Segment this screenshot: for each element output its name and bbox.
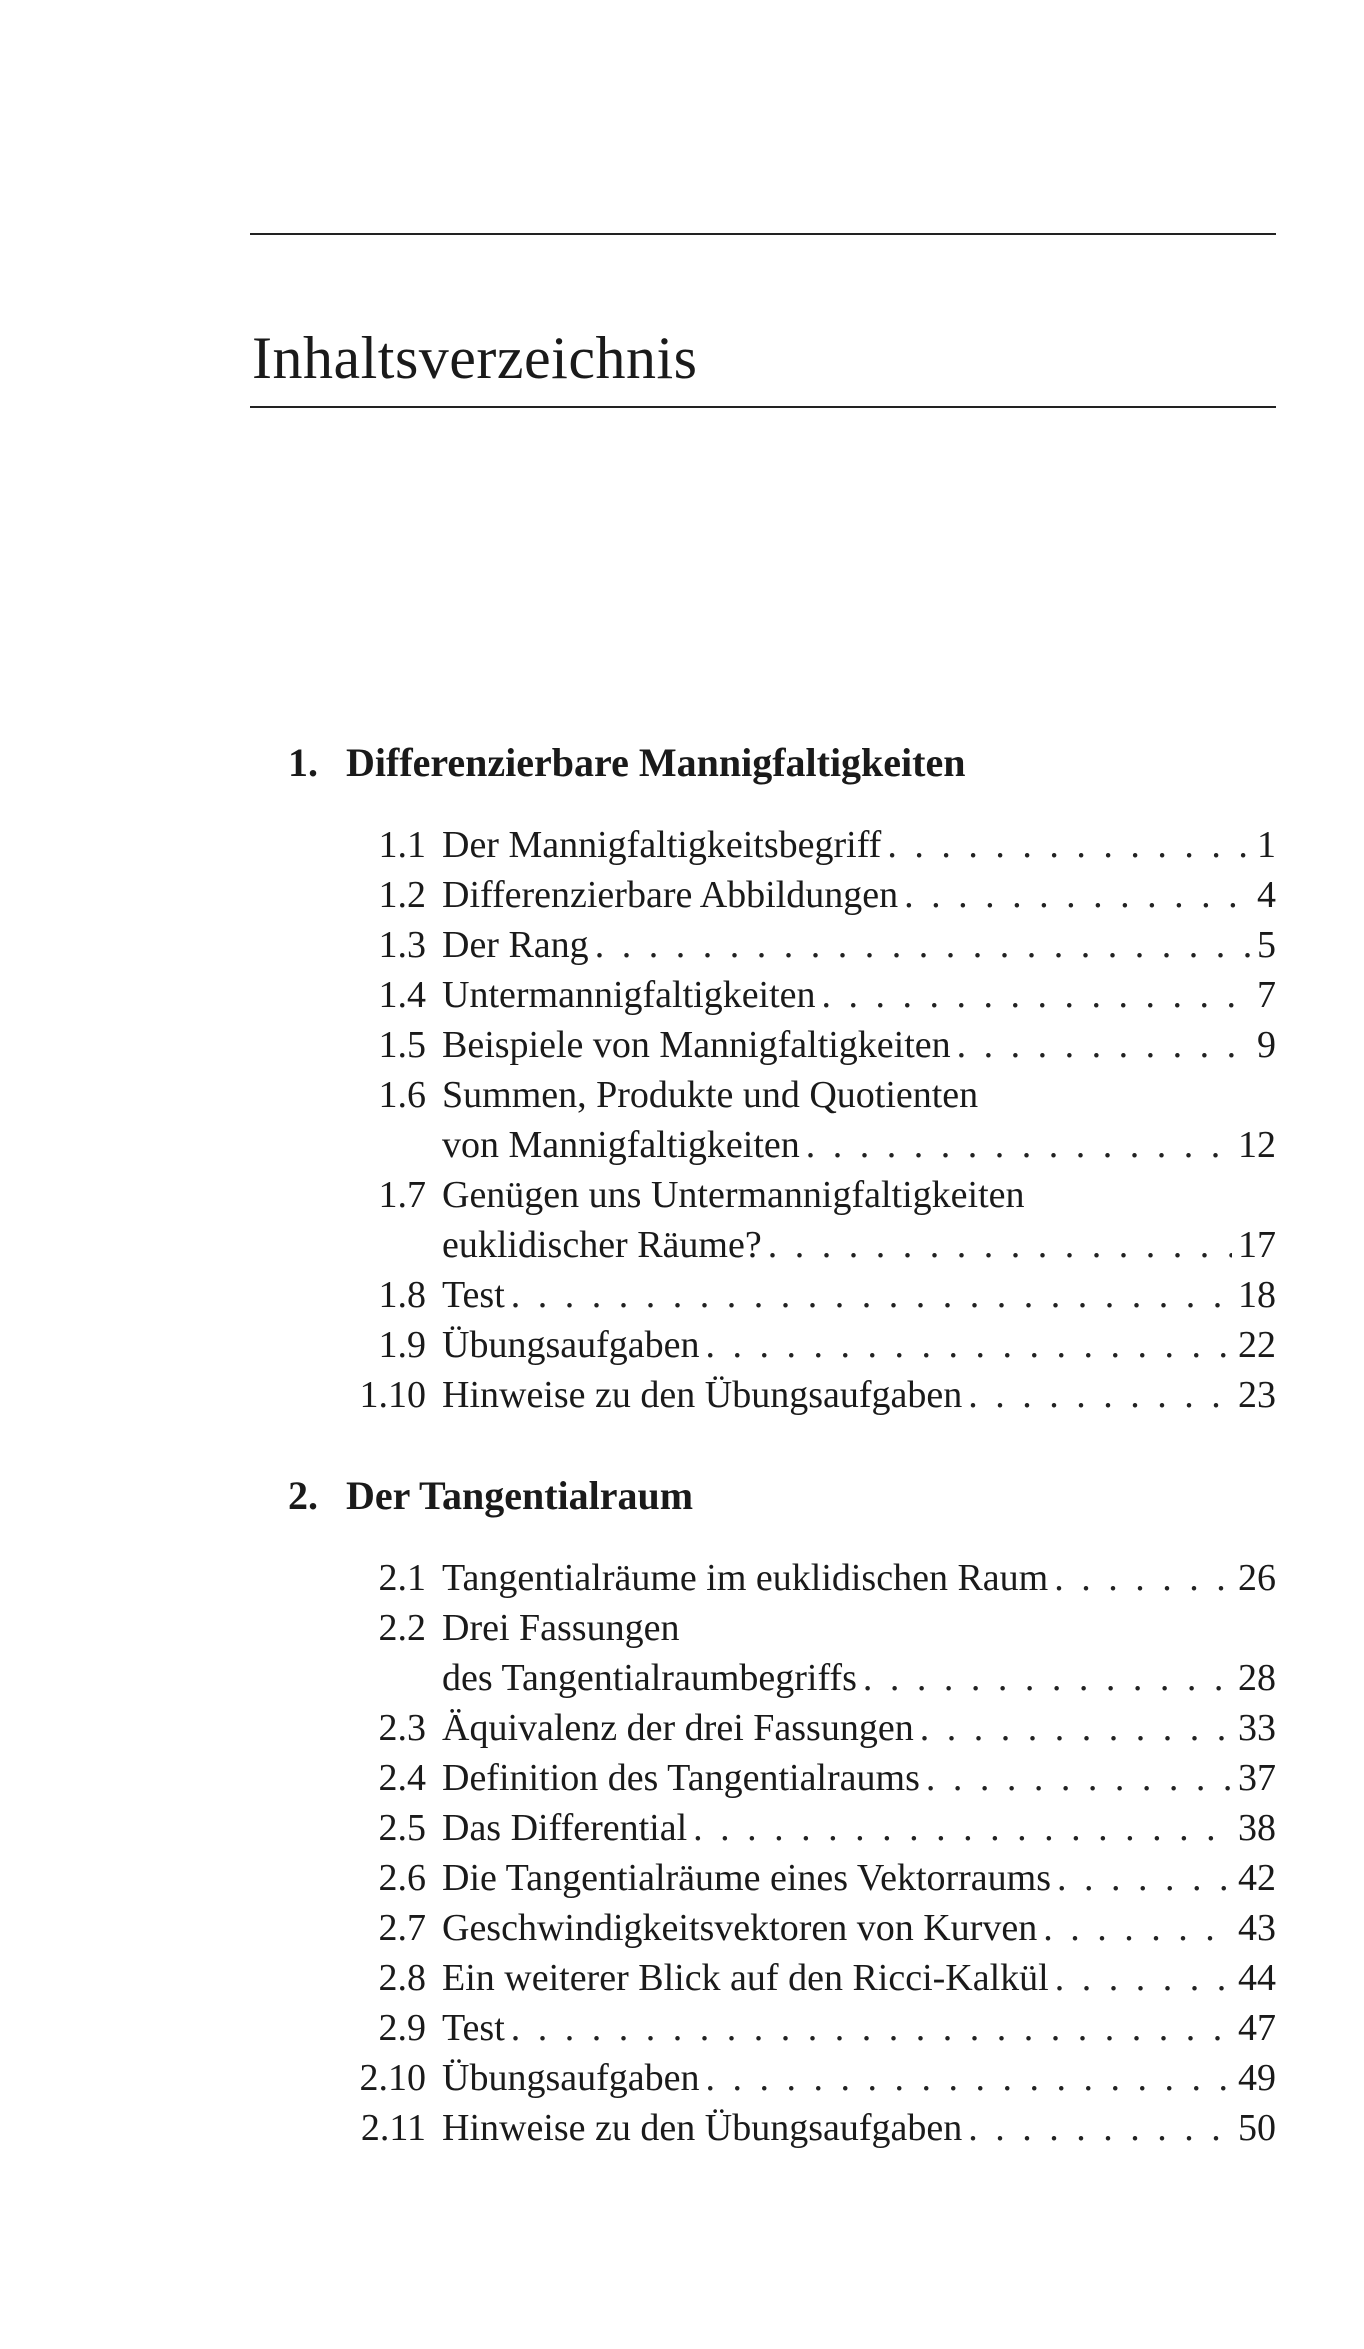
page-number: 38 <box>1238 1807 1276 1849</box>
section-number: 2.6 <box>378 1857 426 1899</box>
section-number: 1.10 <box>359 1374 426 1416</box>
section-title: Hinweise zu den Übungsaufgaben <box>442 2107 963 2149</box>
dot-leader <box>1055 1953 1232 2003</box>
section-title: Genügen uns Untermannigfaltigkeiten <box>442 1174 1025 1216</box>
page-number: 44 <box>1238 1957 1276 1999</box>
section-title: Übungsaufgaben <box>442 1324 700 1366</box>
page-number: 18 <box>1238 1274 1276 1316</box>
section-number: 1.8 <box>378 1274 426 1316</box>
section-title: Geschwindigkeitsvektoren von Kurven <box>442 1907 1038 1949</box>
section-title: von Mannigfaltigkeiten <box>442 1124 800 1166</box>
section-title: Der Rang <box>442 924 589 966</box>
toc-entry[interactable] <box>330 820 1276 870</box>
section-title: Das Differential <box>442 1807 688 1849</box>
section-title: Drei Fassungen <box>442 1607 680 1649</box>
page-number: 37 <box>1238 1757 1276 1799</box>
dot-leader <box>822 970 1251 1020</box>
section-title: Definition des Tangentialraums <box>442 1757 920 1799</box>
page-number: 43 <box>1238 1907 1276 1949</box>
section-title: Hinweise zu den Übungsaufgaben <box>442 1374 963 1416</box>
dot-leader <box>705 2053 1232 2103</box>
top-rule <box>250 233 1276 235</box>
page-number: 47 <box>1238 2007 1276 2049</box>
toc-entry[interactable] <box>330 2053 1276 2103</box>
section-number: 1.4 <box>378 974 426 1016</box>
section-title: Der Mannigfaltigkeitsbegriff <box>442 824 882 866</box>
section-title: Tangentialräume im euklidischen Raum <box>442 1557 1049 1599</box>
toc-entry[interactable] <box>330 1070 1276 1170</box>
section-number: 2.2 <box>378 1607 426 1649</box>
section-title: Summen, Produkte und Quotienten <box>442 1074 979 1116</box>
section-number: 2.8 <box>378 1957 426 1999</box>
section-title: Die Tangentialräume eines Vektorraums <box>442 1857 1052 1899</box>
page-number: 23 <box>1238 1374 1276 1416</box>
toc-entry[interactable] <box>330 970 1276 1020</box>
page-number: 33 <box>1238 1707 1276 1749</box>
section-title: Untermannigfaltigkeiten <box>442 974 816 1016</box>
toc-entry[interactable] <box>330 1853 1276 1903</box>
dot-leader <box>1043 1903 1232 1953</box>
chapter-number: 1. <box>288 740 318 785</box>
page-number: 5 <box>1257 924 1276 966</box>
toc-entry[interactable] <box>330 1170 1276 1270</box>
dot-leader <box>1054 1553 1232 1603</box>
chapter-number: 2. <box>288 1473 318 1518</box>
page-number: 22 <box>1238 1324 1276 1366</box>
section-number: 2.1 <box>378 1557 426 1599</box>
dot-leader <box>595 920 1251 970</box>
toc-entry[interactable] <box>330 1270 1276 1320</box>
toc-entry[interactable] <box>330 1603 1276 1703</box>
dot-leader <box>768 1220 1232 1270</box>
section-number: 1.6 <box>378 1074 426 1116</box>
page-number: 12 <box>1238 1124 1276 1166</box>
dot-leader <box>968 2103 1232 2153</box>
dot-leader <box>904 870 1251 920</box>
section-title: Beispiele von Mannigfaltigkeiten <box>442 1024 951 1066</box>
section-title: Test <box>442 2007 505 2049</box>
title-underline-rule <box>250 406 1276 408</box>
section-number: 2.9 <box>378 2007 426 2049</box>
section-number: 2.3 <box>378 1707 426 1749</box>
chapter-heading[interactable] <box>288 1466 693 1526</box>
section-title: des Tangentialraumbegriffs <box>442 1657 857 1699</box>
toc-entry[interactable] <box>330 1020 1276 1070</box>
page-number: 17 <box>1238 1224 1276 1266</box>
toc-entry[interactable] <box>330 1803 1276 1853</box>
toc-entry[interactable] <box>330 870 1276 920</box>
section-number: 1.2 <box>378 874 426 916</box>
dot-leader <box>705 1320 1232 1370</box>
section-number: 1.3 <box>378 924 426 966</box>
section-number: 2.7 <box>378 1907 426 1949</box>
toc-entry[interactable] <box>330 1553 1276 1603</box>
section-number: 1.9 <box>378 1324 426 1366</box>
dot-leader <box>887 820 1251 870</box>
page-number: 4 <box>1257 874 1276 916</box>
page-number: 49 <box>1238 2057 1276 2099</box>
page-title: Inhaltsverzeichnis <box>252 325 698 391</box>
chapter-title: Der Tangentialraum <box>346 1473 694 1518</box>
section-number: 2.11 <box>360 2107 426 2149</box>
dot-leader <box>511 2003 1232 2053</box>
toc-entry[interactable] <box>330 2103 1276 2153</box>
toc-entry[interactable] <box>330 1903 1276 1953</box>
page-number: 42 <box>1238 1857 1276 1899</box>
chapter-heading[interactable] <box>288 733 966 793</box>
page-number: 1 <box>1257 824 1276 866</box>
section-number: 2.5 <box>378 1807 426 1849</box>
section-title: Differenzierbare Abbildungen <box>442 874 899 916</box>
chapter-title: Differenzierbare Mannigfaltigkeiten <box>346 740 966 785</box>
section-title: Test <box>442 1274 505 1316</box>
toc-entry[interactable] <box>330 920 1276 970</box>
dot-leader <box>863 1653 1232 1703</box>
toc-entry[interactable] <box>330 1320 1276 1370</box>
section-number: 2.4 <box>378 1757 426 1799</box>
toc-entry[interactable] <box>330 2003 1276 2053</box>
section-number: 2.10 <box>359 2057 426 2099</box>
dot-leader <box>920 1703 1232 1753</box>
toc-entry[interactable] <box>330 1953 1276 2003</box>
section-title: euklidischer Räume? <box>442 1224 762 1266</box>
dot-leader <box>806 1120 1232 1170</box>
toc-entry[interactable] <box>330 1753 1276 1803</box>
section-title: Äquivalenz der drei Fassungen <box>442 1707 914 1749</box>
section-number: 1.5 <box>378 1024 426 1066</box>
toc-entry[interactable] <box>330 1370 1276 1420</box>
section-number: 1.1 <box>378 824 426 866</box>
page-number: 7 <box>1257 974 1276 1016</box>
page-number: 28 <box>1238 1657 1276 1699</box>
dot-leader <box>511 1270 1232 1320</box>
section-title: Übungsaufgaben <box>442 2057 700 2099</box>
dot-leader <box>926 1753 1232 1803</box>
page-number: 9 <box>1257 1024 1276 1066</box>
toc-entry[interactable] <box>330 1703 1276 1753</box>
page-number: 50 <box>1238 2107 1276 2149</box>
dot-leader <box>1057 1853 1232 1903</box>
dot-leader <box>957 1020 1251 1070</box>
section-number: 1.7 <box>378 1174 426 1216</box>
dot-leader <box>693 1803 1232 1853</box>
dot-leader <box>968 1370 1232 1420</box>
page-number: 26 <box>1238 1557 1276 1599</box>
section-title: Ein weiterer Blick auf den Ricci-Kalkül <box>442 1957 1049 1999</box>
